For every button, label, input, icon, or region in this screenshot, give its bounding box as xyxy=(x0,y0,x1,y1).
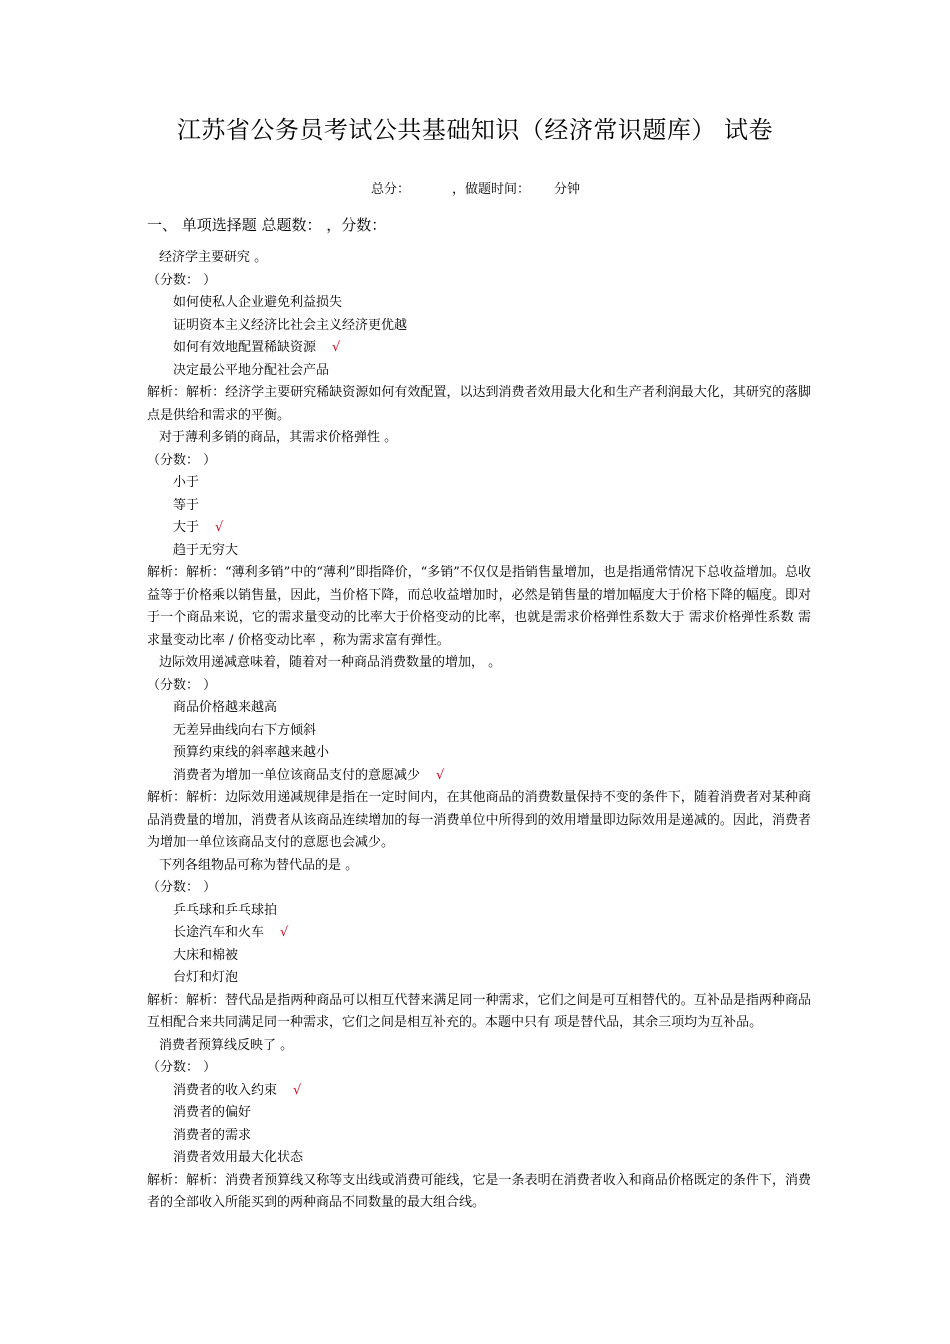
answer-option-text: 如何使私人企业避免利益损失 xyxy=(173,295,343,310)
question-block xyxy=(147,1035,811,1215)
question-block xyxy=(147,855,811,1035)
correct-check-icon: √ xyxy=(293,1082,302,1098)
correct-check-icon: √ xyxy=(280,925,289,940)
answer-option xyxy=(147,360,811,383)
minute-label: 分钟 xyxy=(554,182,581,197)
question-score: （分数： ） xyxy=(147,1060,217,1075)
answer-option-text: 消费者的收入约束 xyxy=(173,1082,278,1098)
question-stem: 边际效用递减意味着，随着对一种商品消费数量的增加， 。 xyxy=(159,655,502,670)
question-stem: 消费者预算线反映了 。 xyxy=(159,1037,294,1053)
answer-option-text: 台灯和灯泡 xyxy=(173,970,239,985)
question-block xyxy=(147,247,811,427)
question-score: （分数： ） xyxy=(147,272,217,288)
question-score: （分数： ） xyxy=(147,677,217,693)
page-title: 江苏省公务员考试公共基础知识（经济常识题库） 试卷 xyxy=(176,116,774,144)
answer-option-text: 消费者的偏好 xyxy=(173,1105,252,1120)
answer-option-text: 长途汽车和火车 xyxy=(173,925,265,940)
question-explanation: 解析：解析：消费者预算线又称等支出线或消费可能线，它是一条表明在消费者收入和商品价格既定的条件下，消费者的全部收入所能买到的两种商品不同数量的最大组合线。 xyxy=(147,1172,811,1210)
answer-option xyxy=(147,1147,811,1170)
answer-option xyxy=(147,720,811,743)
answer-option xyxy=(147,765,811,788)
question-explanation: 解析：解析：边际效用递减规律是指在一定时间内，在其他商品的消费数量保持不变的条件下，随着消费者对某种商品消费量的增加，消费者从该商品连续增加的每一消费单位中所得到的效用增量即边际效用是递减的。因此，消费者为增加一单位该商品支付的意愿也会减少。 xyxy=(147,790,811,850)
question-block xyxy=(147,652,811,855)
question-score: （分数： ） xyxy=(147,452,217,468)
answer-option-text: 等于 xyxy=(173,497,200,513)
answer-option-text: 商品价格越来越高 xyxy=(173,700,278,715)
answer-option-text: 小于 xyxy=(173,475,200,490)
question-stem: 经济学主要研究 。 xyxy=(159,250,268,265)
correct-check-icon: √ xyxy=(436,767,445,783)
question-explanation: 解析：解析：“薄利多销”中的“薄利”即指降价，“多销”不仅仅是指销售量增加，也是指通常情况下总收益增加。总收益等于价格乘以销售量，因此，当价格下降，而总收益增加时，必然是销售量的增加幅度大于价格下降的幅度。即对于一个商品来说，它的需求量变动的比率大于价格变动的比率，也就是需求价格弹性系数大于 需求价格弹性系数 需求量变动比率 / 价格变动比率 ，称为需求富有弹性。 xyxy=(147,565,811,648)
correct-check-icon: √ xyxy=(215,520,224,535)
answer-option-text: 乒乓球和乒乓球拍 xyxy=(173,902,278,918)
answer-option-text: 消费者为增加一单位该商品支付的意愿减少 xyxy=(173,767,421,783)
total-score-label: 总分： xyxy=(371,182,411,197)
answer-option-text: 消费者效用最大化状态 xyxy=(173,1150,304,1165)
answer-option-text: 无差异曲线向右下方倾斜 xyxy=(173,722,317,738)
answer-option xyxy=(147,472,811,495)
answer-option xyxy=(147,540,811,563)
question-stem: 下列各组物品可称为替代品的是 。 xyxy=(159,857,359,873)
answer-option xyxy=(147,945,811,968)
correct-check-icon: √ xyxy=(332,340,341,355)
answer-option-text: 预算约束线的斜率越来越小 xyxy=(173,745,330,760)
answer-option xyxy=(147,337,811,360)
answer-option xyxy=(147,292,811,315)
answer-option xyxy=(147,742,811,765)
answer-option xyxy=(147,900,811,923)
answer-option-text: 大于 xyxy=(173,520,200,535)
answer-option xyxy=(147,1102,811,1125)
question-score: （分数： ） xyxy=(147,880,217,895)
question-explanation: 解析：解析：替代品是指两种商品可以相互代替来满足同一种需求，它们之间是可互相替代的。互补品是指两种商品互相配合来共同满足同一种需求，它们之间是相互补充的。本题中只有 项是替代品，其余三项均为互补品。 xyxy=(147,992,811,1030)
answer-option xyxy=(147,697,811,720)
answer-option-text: 证明资本主义经济比社会主义经济更优越 xyxy=(173,317,408,333)
answer-option-text: 趋于无穷大 xyxy=(173,542,239,558)
question-explanation: 解析：解析：经济学主要研究稀缺资源如何有效配置，以达到消费者效用最大化和生产者利润最大化，其研究的落脚点是供给和需求的平衡。 xyxy=(147,385,811,423)
answer-option xyxy=(147,517,811,540)
answer-option xyxy=(147,922,811,945)
answer-option xyxy=(147,1125,811,1148)
question-stem: 对于薄利多销的商品，其需求价格弹性 。 xyxy=(159,430,398,445)
answer-option xyxy=(147,495,811,518)
answer-option xyxy=(147,1080,811,1103)
question-list xyxy=(147,247,811,1215)
question-block xyxy=(147,427,811,652)
answer-option-text: 消费者的需求 xyxy=(173,1127,252,1143)
answer-option-text: 大床和棉被 xyxy=(173,947,239,963)
answer-option-text: 决定最公平地分配社会产品 xyxy=(173,362,330,378)
section-heading: 一、 单项选择题 总题数： ，分数： xyxy=(147,216,387,234)
answer-option xyxy=(147,315,811,338)
time-label: ，做题时间： xyxy=(452,182,531,197)
answer-option xyxy=(147,967,811,990)
answer-option-text: 如何有效地配置稀缺资源 xyxy=(173,340,317,355)
